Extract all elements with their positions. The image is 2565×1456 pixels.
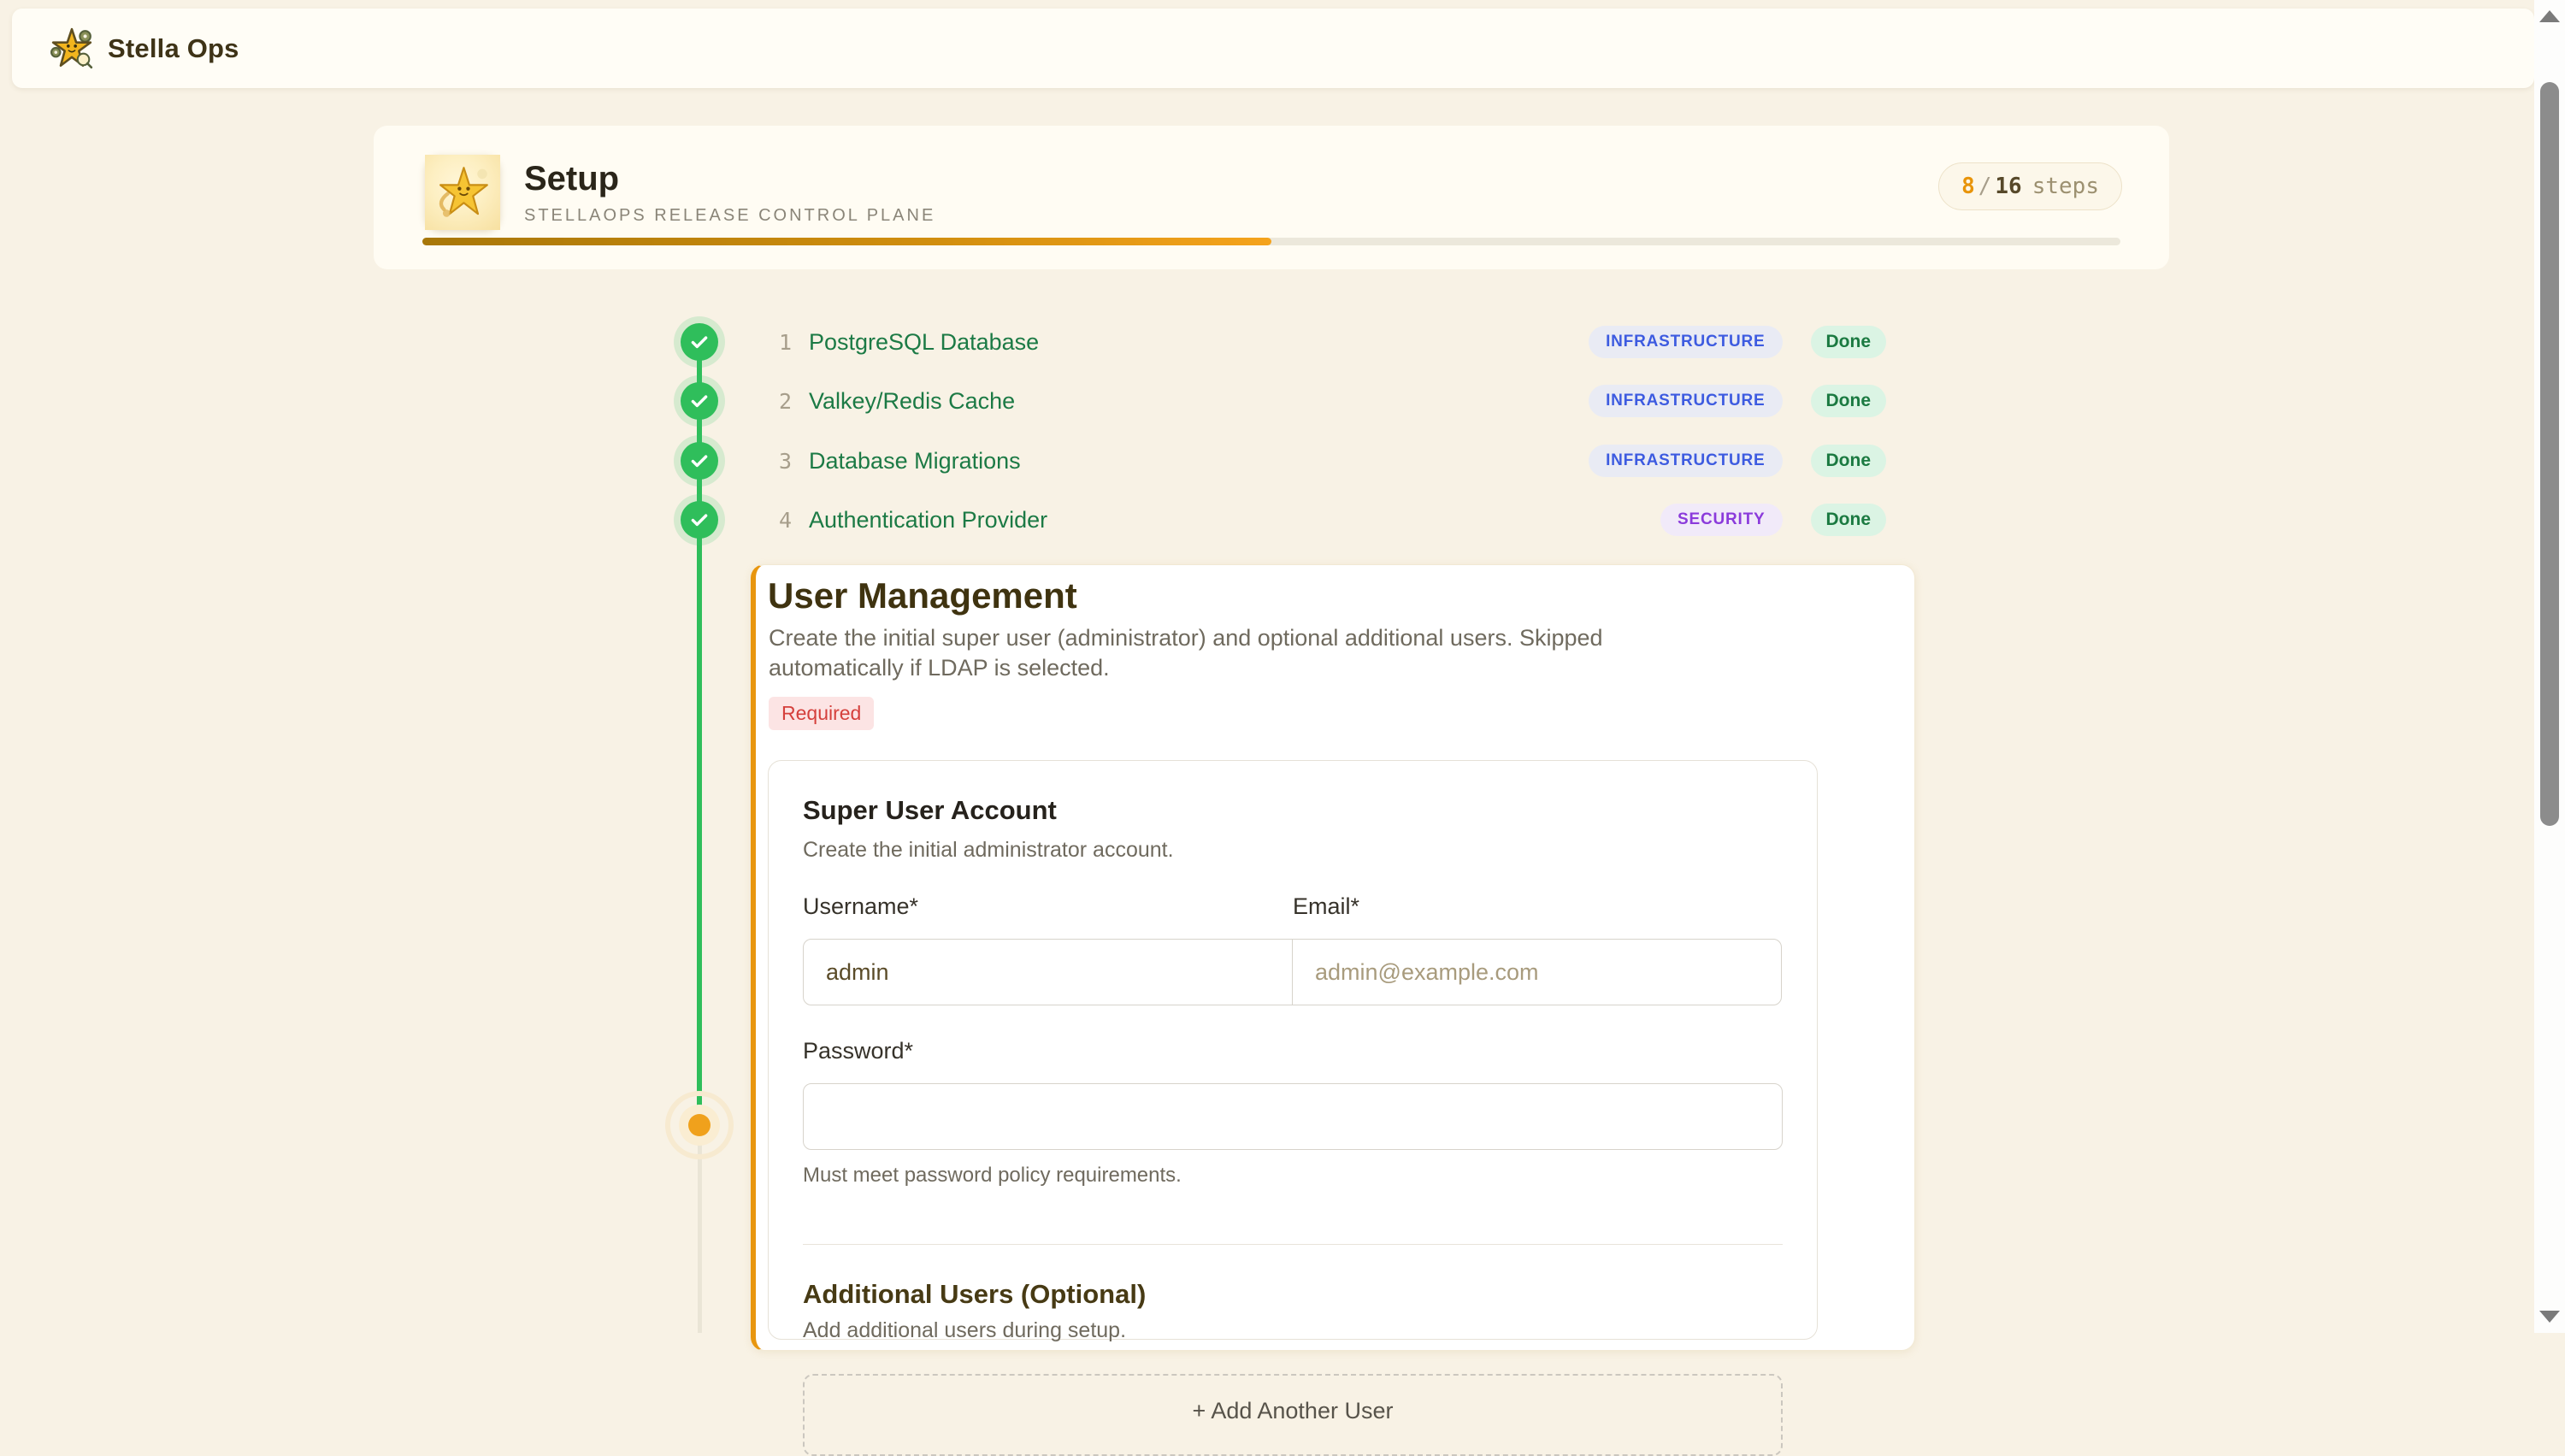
step-number: 2 bbox=[778, 389, 792, 414]
add-another-user-button[interactable]: + Add Another User bbox=[803, 1374, 1783, 1456]
step-number: 3 bbox=[778, 449, 792, 474]
current-step-dot bbox=[688, 1114, 711, 1136]
username-field[interactable] bbox=[803, 939, 1293, 1005]
setup-logo-icon bbox=[425, 155, 500, 230]
super-user-account-card bbox=[768, 760, 1818, 1424]
step-row-postgresql-database[interactable] bbox=[0, 323, 2565, 361]
section-title: User Management bbox=[768, 575, 1077, 616]
step-title: Authentication Provider bbox=[809, 507, 1048, 533]
step-check-circle bbox=[681, 382, 718, 420]
step-check-circle bbox=[681, 442, 718, 480]
step-check-circle bbox=[681, 501, 718, 539]
scrollbar-thumb[interactable] bbox=[2540, 82, 2559, 826]
category-badge: INFRASTRUCTURE bbox=[1589, 445, 1782, 477]
page-title: Setup bbox=[524, 159, 620, 197]
section-divider bbox=[803, 1244, 1783, 1245]
scrollbar-down-icon[interactable] bbox=[2539, 1311, 2560, 1323]
category-badge: INFRASTRUCTURE bbox=[1589, 385, 1782, 417]
steps-current: 8 bbox=[1961, 174, 1975, 199]
step-title: Valkey/Redis Cache bbox=[809, 388, 1016, 414]
page-scrollbar bbox=[2534, 0, 2565, 1333]
step-number: 1 bbox=[778, 330, 792, 355]
step-number: 4 bbox=[778, 508, 792, 533]
password-helper-text: Must meet password policy requirements. bbox=[803, 1164, 1182, 1187]
setup-title-block bbox=[524, 160, 935, 226]
check-icon bbox=[688, 509, 711, 531]
steps-progress-pill bbox=[1938, 162, 2122, 210]
super-user-description: Create the initial administrator account. bbox=[803, 838, 1174, 862]
brand-title: Stella Ops bbox=[108, 32, 239, 63]
super-user-title: Super User Account bbox=[803, 795, 1057, 825]
stella-mascot-icon bbox=[50, 27, 94, 71]
step-title: Database Migrations bbox=[809, 448, 1021, 474]
setup-progress-track bbox=[422, 238, 2120, 245]
category-badge: SECURITY bbox=[1660, 504, 1782, 536]
steps-unit: steps bbox=[2031, 174, 2099, 199]
check-icon bbox=[688, 450, 711, 472]
additional-users-description: Add additional users during setup. bbox=[803, 1318, 1127, 1342]
password-field[interactable] bbox=[803, 1083, 1783, 1150]
additional-users-title: Additional Users (Optional) bbox=[803, 1279, 1147, 1309]
section-description: Create the initial super user (administrator) and optional additional users. Skipped automatically if LDAP is selected. bbox=[769, 625, 1603, 681]
username-label: Username* bbox=[803, 893, 919, 919]
check-icon bbox=[688, 390, 711, 412]
step-row-valkey-redis-cache[interactable] bbox=[0, 382, 2565, 420]
step-row-authentication-provider[interactable] bbox=[0, 501, 2565, 539]
password-label: Password* bbox=[803, 1038, 914, 1064]
check-icon bbox=[688, 331, 711, 353]
user-management-card bbox=[751, 564, 1915, 1424]
status-badge: Done bbox=[1811, 326, 1887, 358]
scrollbar-up-icon[interactable] bbox=[2539, 10, 2560, 22]
setup-header-card bbox=[374, 126, 2169, 269]
status-badge: Done bbox=[1811, 445, 1887, 477]
status-badge: Done bbox=[1811, 385, 1887, 417]
step-check-circle bbox=[681, 323, 718, 361]
email-label: Email* bbox=[1293, 893, 1360, 919]
setup-progress-fill bbox=[422, 238, 1271, 245]
required-badge: Required bbox=[769, 697, 874, 730]
page-subtitle: STELLAOPS RELEASE CONTROL PLANE bbox=[524, 205, 936, 225]
step-row-database-migrations[interactable] bbox=[0, 442, 2565, 480]
status-badge: Done bbox=[1811, 504, 1887, 536]
category-badge: INFRASTRUCTURE bbox=[1589, 326, 1782, 358]
step-title: PostgreSQL Database bbox=[809, 329, 1040, 355]
steps-total: 16 bbox=[1995, 174, 2022, 199]
email-field[interactable] bbox=[1292, 939, 1782, 1005]
steps-separator: / bbox=[1978, 174, 1992, 199]
top-bar bbox=[12, 9, 2534, 88]
